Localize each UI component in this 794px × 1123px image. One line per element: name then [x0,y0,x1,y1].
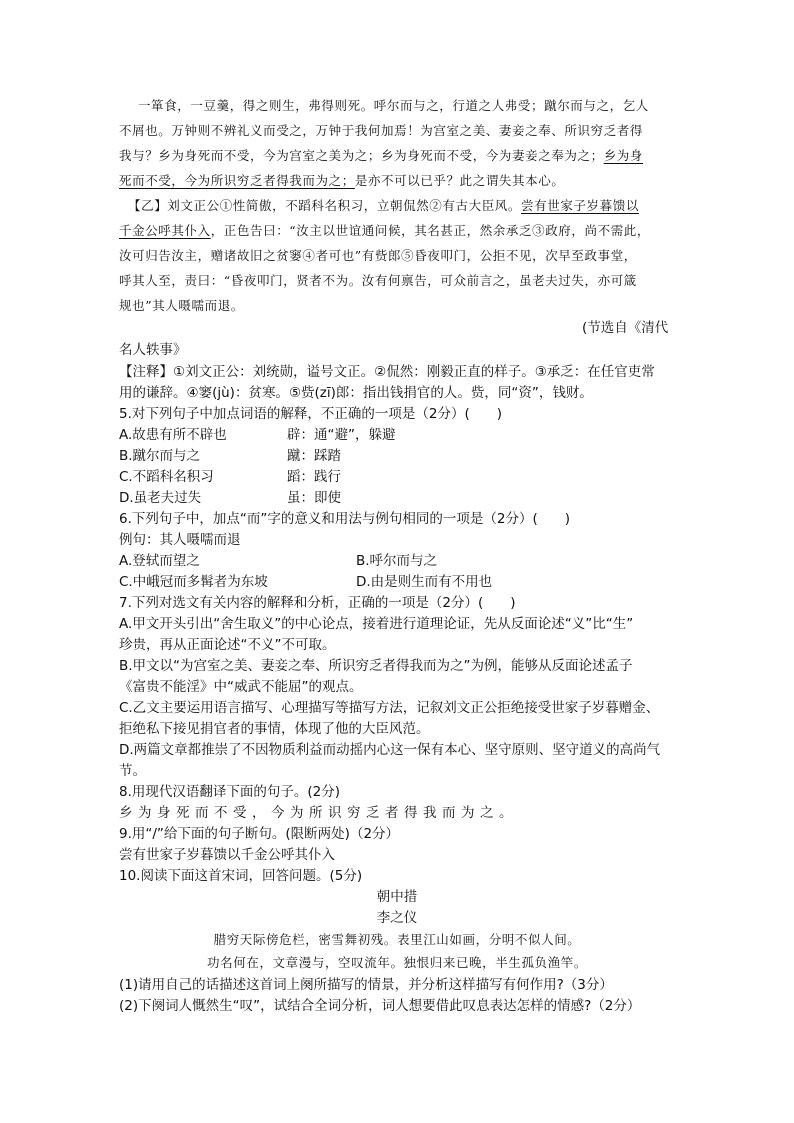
passage-b-line-4: 呼其人至，责曰：“昏夜叩门，贤者不为。汝有何禀告，可众前言之，虽老夫过失，亦可箴 [119,273,637,288]
notes-line-1: 【注释】①刘文正公：刘统勋，谥号文正。②侃然：刚毅正直的样子。③承乏：在任官吏常 [119,364,655,380]
passage-b-line-5: 规也”其人嗫嚅而退。 [119,298,244,313]
q9-sentence: 尝有世家子岁暮馈以千金公呼其仆入 [119,847,335,863]
passage-b-line-2 [119,221,650,241]
underlined-sentence-b-start: 尝有世家子岁暮馈以 [521,198,639,213]
q7-option-d-1: D.两篇文章都推崇了不因物质利益而动摇内心这一保有本心、坚守原则、坚守道义的高尚气 [119,742,661,758]
q6-option-c: C.中峨冠而多髯者为东坡 [119,574,268,590]
q10-sub-1: (1)请用自己的话描述这首词上阕所描写的情景，并分析这样描写有何作用?（3分） [119,977,613,993]
underlined-sentence-b-end: 千金公呼其仆入 [119,223,211,238]
q5-option-b: B.蹴尔而与之 [119,448,201,464]
passage-a-line-3 [119,146,643,166]
question-10-stem: 10.阅读下面这首宋词，回答问题。(5分) [119,868,363,884]
q5-option-d: D.虽老夫过失 [119,490,202,506]
q7-option-c-1: C.乙文主要运用语言描写、心理描写等描写方法，记叙刘文正公拒绝接受世家子岁暮赠金、 [119,700,660,716]
q5-option-a: A.故患有所不辟也 [119,427,227,443]
poem-line-2: 功名何在，文章漫与，空叹流年。独恨归来已晚，半生孤负渔竿。 [207,955,587,970]
q10-sub-2: (2)下阕词人慨然生“叹”，试结合全词分析，词人想要借此叹息表达怎样的情感?（2分） [119,998,641,1014]
passage-a-line-1: 一箪食，一豆羹，得之则生，弗得则死。呼尔而与之，行道之人弗受；蹴尔而与之，乞人 [138,98,649,113]
passage-b-line-1-text: 【乙】刘文正公①性简傲，不蹈科名积习，立朝侃然②有古大臣风。 [128,198,522,213]
underlined-sentence-start: 乡为身 [603,148,644,163]
passage-a-line-2: 不屑也。万钟则不辨礼义而受之，万钟于我何加焉！为宫室之美、妻妾之奉、所识穷乏者得 [119,123,644,138]
question-8-stem: 8.用现代汉语翻译下面的句子。(2分) [119,784,341,800]
passage-b-line-1 [128,196,639,216]
q5-option-c: C.不蹈科名积习 [119,469,214,485]
passage-b-line-3: 汝可归告汝主，赠诸故旧之贫窭④者可也”有赀郎⑤昏夜叩门，公拒不见，次早至政事堂， [119,248,637,263]
poem-line-1: 腊穷天际傍危栏，密雪舞初残。表里江山如画，分明不似人间。 [213,932,581,947]
underlined-sentence-end: 死而不受，今为所识穷乏者得我而为之； [119,173,355,188]
q6-option-d: D.由是则生而有不用也 [356,574,493,590]
q5-option-b-explain: 蹴：踩踏 [287,448,341,464]
notes-line-2: 用的谦辞。④窭(jù)：贫寒。⑤赀(zī)郎：指出钱捐官的人。赀，同“资”，钱财。 [119,385,593,401]
q7-option-a-2: 珍贵，再从正面论述“不义”不可取。 [119,637,336,653]
passage-a-line-4 [119,171,564,191]
q5-option-d-explain: 虽：即使 [287,490,341,506]
poem-title: 朝中措 [376,889,418,905]
q7-option-b-1: B.甲文以“为宫室之美、妻妾之奉、所识穷乏者得我而为之”为例，能够从反面论述孟子 [119,658,633,674]
passage-a-line-3-text: 我与？乡为身死而不受，今为宫室之美为之；乡为身死而不受，今为妻妾之奉为之； [119,148,604,163]
q7-option-d-2: 节。 [119,763,146,779]
passage-b-line-2-text: ，正色告曰：“汝主以世谊通问候，其名甚正，然余承乏③政府，尚不需此， [210,223,650,238]
q8-sentence: 乡为身死而不受，今为所识穷乏者得我而为之。 [119,805,518,821]
q5-option-a-explain: 辟：通“避”，躲避 [287,427,396,443]
q7-option-a-1: A.甲文开头引出“舍生取义”的中心论点，接着进行道理论证，先从反面论述“义”比“生” [119,616,634,632]
q6-option-b: B.呼尔而与之 [356,553,438,569]
question-9-stem: 9.用“/”给下面的句子断句。(限断两处)（2分） [119,826,400,842]
q5-option-c-explain: 蹈：践行 [287,469,341,485]
q6-example: 例句：其人嗫嚅而退 [119,532,241,548]
question-5-stem: 5.对下列句子中加点词语的解释，不正确的一项是（2分）( ) [119,406,503,422]
poem-author: 李之仪 [376,910,418,926]
q7-option-c-2: 拒绝私下接见捐官者的事情，体现了他的大臣风范。 [119,721,430,737]
source-citation: (节选自《清代 [582,320,669,336]
question-6-stem: 6.下列句子中，加点“而”字的意义和用法与例句相同的一项是（2分）( ) [119,511,570,527]
source-citation-cont: 名人轶事》 [119,342,187,358]
q7-option-b-2: 《富贵不能淫》中“威武不能屈”的观点。 [119,679,363,695]
q6-option-a: A.登轼而望之 [119,553,200,569]
passage-a-line-4-text: 是亦不可以已乎？此之谓失其本心。 [354,173,565,188]
question-7-stem: 7.下列对选文有关内容的解释和分析，正确的一项是（2分）( ) [119,595,516,611]
